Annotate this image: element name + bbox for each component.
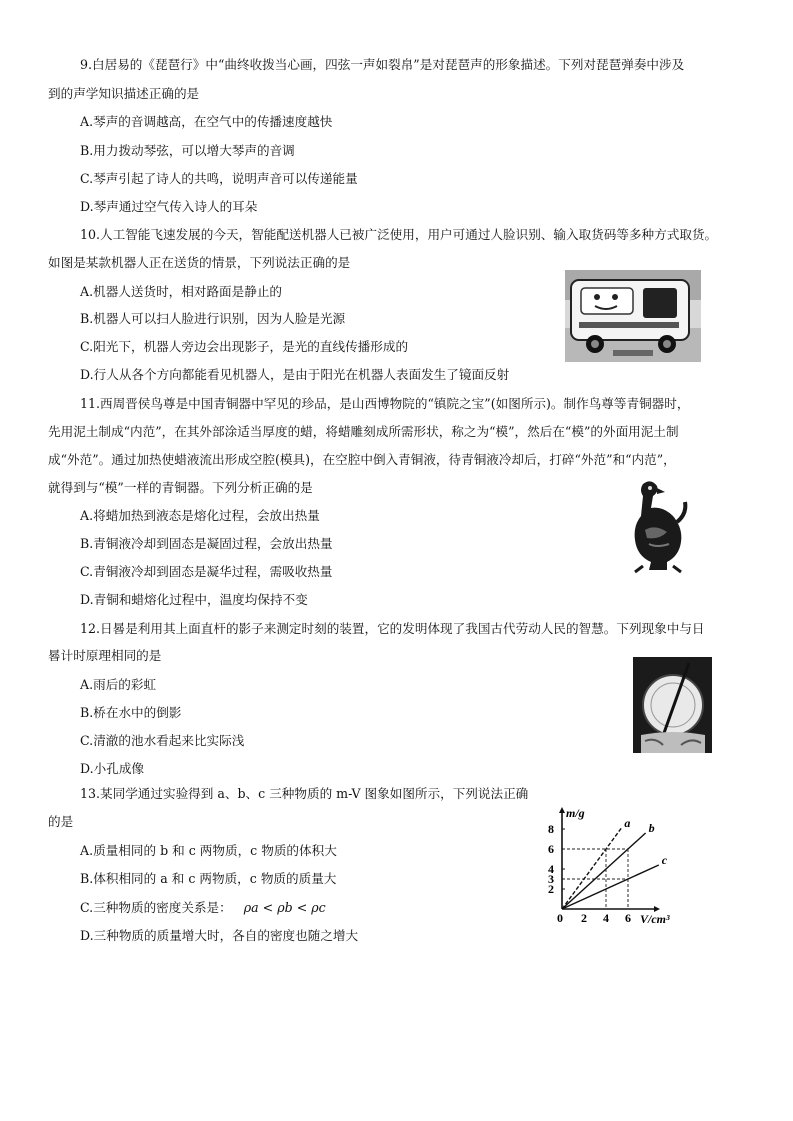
x-tick-label: 4 [603, 911, 609, 925]
q12-option-a: A.雨后的彩虹 [80, 677, 157, 692]
series-line-c [562, 865, 659, 909]
series-label-b: b [648, 821, 655, 835]
q12-option-b: B.桥在水中的倒影 [80, 705, 182, 720]
q9-option-b: B.用力拨动琴弦，可以增大琴声的音调 [80, 143, 295, 158]
q10-stem-line2: 如图是某款机器人正在送货的情景，下列说法正确的是 [48, 255, 351, 270]
q13-option-b: B.体积相同的 a 和 c 两物质，c 物质的质量大 [80, 871, 337, 886]
x-tick-label: 2 [581, 911, 587, 925]
q9-option-a: A.琴声的音调越高，在空气中的传播速度越快 [80, 114, 333, 129]
q13-density-formula: ρa < ρb < ρc [243, 900, 326, 915]
y-axis-arrow [559, 807, 565, 813]
q10-stem-line1: 10.人工智能飞速发展的今天，智能配送机器人已被广泛使用，用户可通过人脸识别、输入取货码等多种方式取货。 [80, 227, 718, 242]
q10-option-a: A.机器人送货时，相对路面是静止的 [80, 284, 283, 299]
q9-stem-line2: 到的声学知识描述正确的是 [48, 86, 200, 101]
q10-option-d: D.行人从各个方向都能看见机器人，是由于阳光在机器人表面发生了镜面反射 [80, 367, 510, 382]
delivery-robot-photo [565, 270, 701, 362]
y-tick-label: 3 [548, 872, 554, 886]
q9-option-c: C.琴声引起了诗人的共鸣，说明声音可以传递能量 [80, 171, 358, 186]
bird-zun-bronze-photo [627, 478, 689, 574]
y-tick-label: 6 [548, 842, 554, 856]
series-label-a: a [624, 816, 631, 830]
q10-option-b: B.机器人可以扫人脸进行识别，因为人脸是光源 [80, 311, 346, 326]
x-tick-label: 6 [625, 911, 631, 925]
q9-option-d: D.琴声通过空气传入诗人的耳朵 [80, 199, 258, 214]
y-axis-label: m/g [566, 806, 585, 820]
q12-stem-line2: 晷计时原理相同的是 [48, 648, 162, 663]
q13-option-d: D.三种物质的质量增大时，各自的密度也随之增大 [80, 928, 359, 943]
q13-option-c [80, 900, 326, 916]
q9-stem-line1: 9.白居易的《琵琶行》中“曲终收拨当心画，四弦一声如裂帛”是对琵琶声的形象描述。下列对琵琶弹奏中涉及 [80, 57, 685, 72]
y-tick-label: 2 [548, 882, 554, 896]
mass-volume-chart [540, 776, 710, 928]
q11-option-d: D.青铜和蜡熔化过程中，温度均保持不变 [80, 592, 308, 607]
q12-stem-line1: 12.日晷是利用其上面直杆的影子来测定时刻的装置，它的发明体现了我国古代劳动人民的智慧。下列现象中与日 [80, 621, 705, 636]
series-line-b [562, 833, 646, 909]
q11-stem-line2: 先用泥土制成“内范”，在其外部涂适当厚度的蜡，将蜡雕刻成所需形状，称之为“模”，然后在“模”的外面用泥土制 [48, 424, 679, 439]
sundial-photo [633, 657, 712, 753]
y-tick-label: 4 [548, 862, 554, 876]
q13-option-c-text: C.三种物质的密度关系是： [80, 900, 232, 915]
q11-stem-line3: 成“外范”。通过加热使蜡液流出形成空腔(模具)，在空腔中倒入青铜液，待青铜液冷却后，打碎“外范”和“内范”， [48, 452, 676, 467]
series-line-a [562, 828, 621, 909]
q12-option-d: D.小孔成像 [80, 761, 145, 776]
q11-option-c: C.青铜液冷却到固态是凝华过程，需吸收热量 [80, 564, 333, 579]
x-tick-label: 0 [557, 911, 563, 925]
y-tick-label: 8 [548, 822, 554, 836]
q13-stem-line2: 的是 [48, 814, 74, 829]
q11-option-b: B.青铜液冷却到固态是凝固过程，会放出热量 [80, 536, 333, 551]
x-axis-label: V/cm³ [640, 912, 670, 926]
q11-stem-line4: 就得到与“模”一样的青铜器。下列分析正确的是 [48, 480, 313, 495]
q11-stem-line1: 11.西周晋侯鸟尊是中国青铜器中罕见的珍品，是山西博物院的“镇院之宝”(如图所示)。制作鸟尊等青铜器时， [80, 396, 690, 411]
q12-option-c: C.清澈的池水看起来比实际浅 [80, 733, 245, 748]
series-label-c: c [661, 853, 668, 867]
q13-stem-line1: 13.某同学通过实验得到 a、b、c 三种物质的 m-V 图象如图所示，下列说法正确 [80, 786, 529, 801]
q11-option-a: A.将蜡加热到液态是熔化过程，会放出热量 [80, 508, 320, 523]
q13-option-a: A.质量相同的 b 和 c 两物质，c 物质的体积大 [80, 843, 337, 858]
q10-option-c: C.阳光下，机器人旁边会出现影子，是光的直线传播形成的 [80, 339, 409, 354]
